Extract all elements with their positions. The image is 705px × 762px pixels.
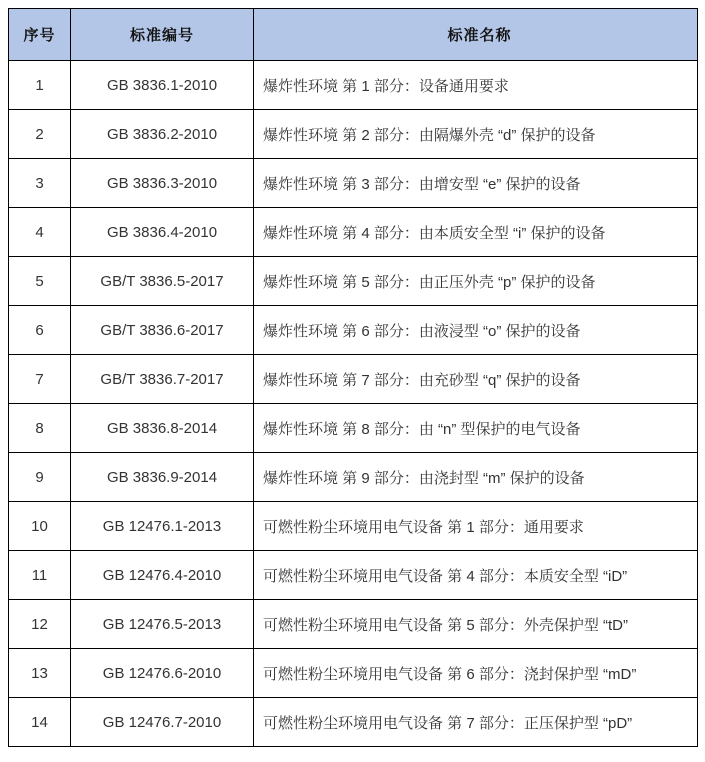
cell-index: 13 — [9, 649, 71, 698]
cell-name: 爆炸性环境 第 3 部分：由增安型 “e” 保护的设备 — [254, 159, 698, 208]
cell-name: 可燃性粉尘环境用电气设备 第 5 部分：外壳保护型 “tD” — [254, 600, 698, 649]
cell-code: GB 3836.4-2010 — [71, 208, 254, 257]
cell-name: 爆炸性环境 第 7 部分：由充砂型 “q” 保护的设备 — [254, 355, 698, 404]
cell-code: GB/T 3836.7-2017 — [71, 355, 254, 404]
cell-index: 9 — [9, 453, 71, 502]
cell-name: 可燃性粉尘环境用电气设备 第 7 部分：正压保护型 “pD” — [254, 698, 698, 747]
cell-index: 14 — [9, 698, 71, 747]
cell-code: GB 3836.9-2014 — [71, 453, 254, 502]
column-header-code: 标准编号 — [71, 9, 254, 61]
table-header — [9, 9, 698, 61]
table-row — [9, 453, 698, 502]
cell-code: GB 12476.6-2010 — [71, 649, 254, 698]
table-row — [9, 61, 698, 110]
cell-code: GB/T 3836.5-2017 — [71, 257, 254, 306]
standards-table — [8, 8, 698, 747]
cell-name: 可燃性粉尘环境用电气设备 第 1 部分：通用要求 — [254, 502, 698, 551]
table-body — [9, 61, 698, 747]
cell-name: 爆炸性环境 第 9 部分：由浇封型 “m” 保护的设备 — [254, 453, 698, 502]
cell-index: 1 — [9, 61, 71, 110]
table-row — [9, 355, 698, 404]
cell-name: 爆炸性环境 第 6 部分：由液浸型 “o” 保护的设备 — [254, 306, 698, 355]
cell-code: GB 12476.4-2010 — [71, 551, 254, 600]
cell-index: 4 — [9, 208, 71, 257]
table-row — [9, 159, 698, 208]
column-header-index: 序号 — [9, 9, 71, 61]
cell-index: 8 — [9, 404, 71, 453]
header-row — [9, 9, 698, 61]
cell-name: 爆炸性环境 第 4 部分：由本质安全型 “i” 保护的设备 — [254, 208, 698, 257]
cell-code: GB/T 3836.6-2017 — [71, 306, 254, 355]
cell-code: GB 12476.5-2013 — [71, 600, 254, 649]
table-row — [9, 208, 698, 257]
cell-code: GB 3836.8-2014 — [71, 404, 254, 453]
table-row — [9, 698, 698, 747]
column-header-name: 标准名称 — [254, 9, 698, 61]
cell-index: 3 — [9, 159, 71, 208]
cell-index: 2 — [9, 110, 71, 159]
table-row — [9, 110, 698, 159]
cell-code: GB 12476.1-2013 — [71, 502, 254, 551]
cell-name: 爆炸性环境 第 8 部分：由 “n” 型保护的电气设备 — [254, 404, 698, 453]
cell-code: GB 3836.2-2010 — [71, 110, 254, 159]
cell-index: 12 — [9, 600, 71, 649]
cell-name: 爆炸性环境 第 2 部分：由隔爆外壳 “d” 保护的设备 — [254, 110, 698, 159]
table-row — [9, 404, 698, 453]
cell-code: GB 3836.1-2010 — [71, 61, 254, 110]
cell-name: 可燃性粉尘环境用电气设备 第 4 部分：本质安全型 “iD” — [254, 551, 698, 600]
cell-index: 11 — [9, 551, 71, 600]
table-row — [9, 306, 698, 355]
cell-name: 爆炸性环境 第 1 部分：设备通用要求 — [254, 61, 698, 110]
cell-index: 5 — [9, 257, 71, 306]
table-row — [9, 257, 698, 306]
table-row — [9, 649, 698, 698]
cell-name: 爆炸性环境 第 5 部分：由正压外壳 “p” 保护的设备 — [254, 257, 698, 306]
cell-index: 7 — [9, 355, 71, 404]
cell-name: 可燃性粉尘环境用电气设备 第 6 部分：浇封保护型 “mD” — [254, 649, 698, 698]
table-row — [9, 600, 698, 649]
cell-code: GB 3836.3-2010 — [71, 159, 254, 208]
cell-index: 10 — [9, 502, 71, 551]
cell-code: GB 12476.7-2010 — [71, 698, 254, 747]
cell-index: 6 — [9, 306, 71, 355]
table-row — [9, 502, 698, 551]
table-row — [9, 551, 698, 600]
